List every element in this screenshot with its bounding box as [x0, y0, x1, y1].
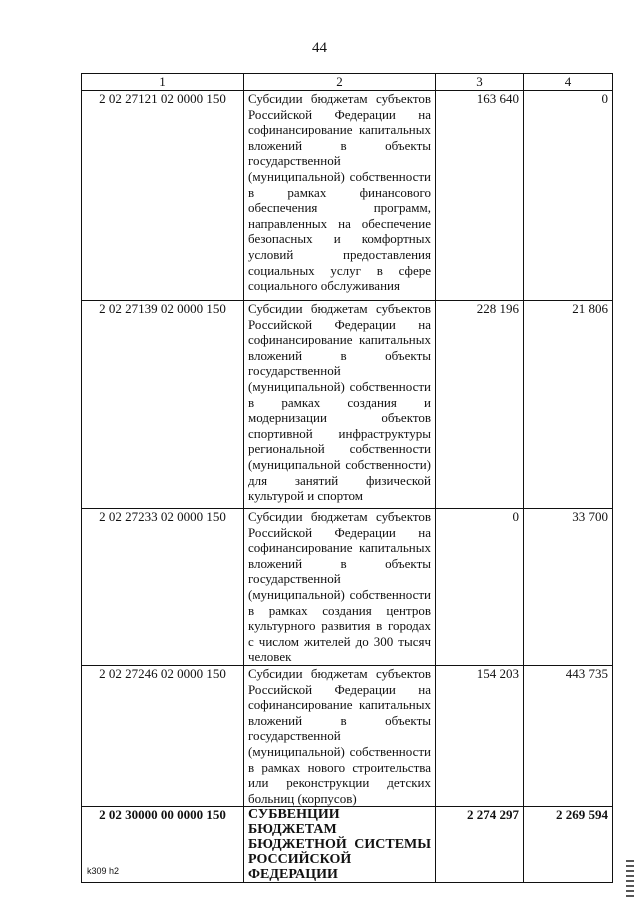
column-header-4: 4: [524, 74, 613, 91]
amount-col4-cell: 0: [524, 91, 613, 301]
amount-col3-cell: 0: [436, 509, 524, 666]
table-body: [82, 91, 613, 883]
document-footer-code: k309 h2: [87, 866, 120, 876]
table-row: [82, 91, 613, 301]
amount-col3-cell: 163 640: [436, 91, 524, 301]
column-header-1: 1: [82, 74, 244, 91]
budget-code-cell: 2 02 27121 02 0000 150: [82, 91, 244, 301]
budget-table: [81, 73, 613, 883]
header-row: [82, 74, 613, 91]
amount-col4-cell: 21 806: [524, 301, 613, 509]
description-cell: Субсидии бюджетам субъектов Российской Федерации на софинансирование капитальных вложений в объекты государственной (муниципальной) собственности в рамках нового строительства или реконструкции детских больниц (корпусов): [244, 665, 436, 806]
column-header-2: 2: [244, 74, 436, 91]
budget-code-cell: 2 02 27246 02 0000 150: [82, 665, 244, 806]
budget-code-cell: 2 02 27233 02 0000 150: [82, 509, 244, 666]
description-cell: Субсидии бюджетам субъектов Российской Федерации на софинансирование капитальных вложений в объекты государственной (муниципальной) собственности в рамках создания и модернизации объектов спортивной инфраструктуры региональной собственности (муниципальной собственности) для занятий физической культурой и спортом: [244, 301, 436, 509]
description-cell: Субсидии бюджетам субъектов Российской Федерации на софинансирование капитальных вложений в объекты государственной (муниципальной) собственности в рамках создания центров культурного развития в городах с числом жителей до 300 тысяч человек: [244, 509, 436, 666]
description-cell: СУБВЕНЦИИ БЮДЖЕТАМ БЮДЖЕТНОЙ СИСТЕМЫ РОССИЙСКОЙ ФЕДЕРАЦИИ: [244, 807, 436, 883]
amount-col3-cell: 228 196: [436, 301, 524, 509]
page-number: 44: [312, 40, 327, 56]
description-cell: Субсидии бюджетам субъектов Российской Федерации на софинансирование капитальных вложений в объекты государственной (муниципальной) собственности в рамках финансового обеспечения программ, направленных на обеспечение безопасных и комфортных условий предоставления социальных услуг в сфере социального обслуживания: [244, 91, 436, 301]
amount-col3-cell: 2 274 297: [436, 807, 524, 883]
budget-code-cell: 2 02 30000 00 0000 150: [82, 807, 244, 883]
table-row: [82, 301, 613, 509]
amount-col4-cell: 443 735: [524, 665, 613, 806]
amount-col4-cell: 2 269 594: [524, 807, 613, 883]
table-header: [82, 74, 613, 91]
amount-col4-cell: 33 700: [524, 509, 613, 666]
amount-col3-cell: 154 203: [436, 665, 524, 806]
table-row: [82, 665, 613, 806]
scan-edge-mark: [626, 860, 634, 900]
table-row: [82, 509, 613, 666]
table-row-subtotal: [82, 807, 613, 883]
column-header-3: 3: [436, 74, 524, 91]
budget-code-cell: 2 02 27139 02 0000 150: [82, 301, 244, 509]
